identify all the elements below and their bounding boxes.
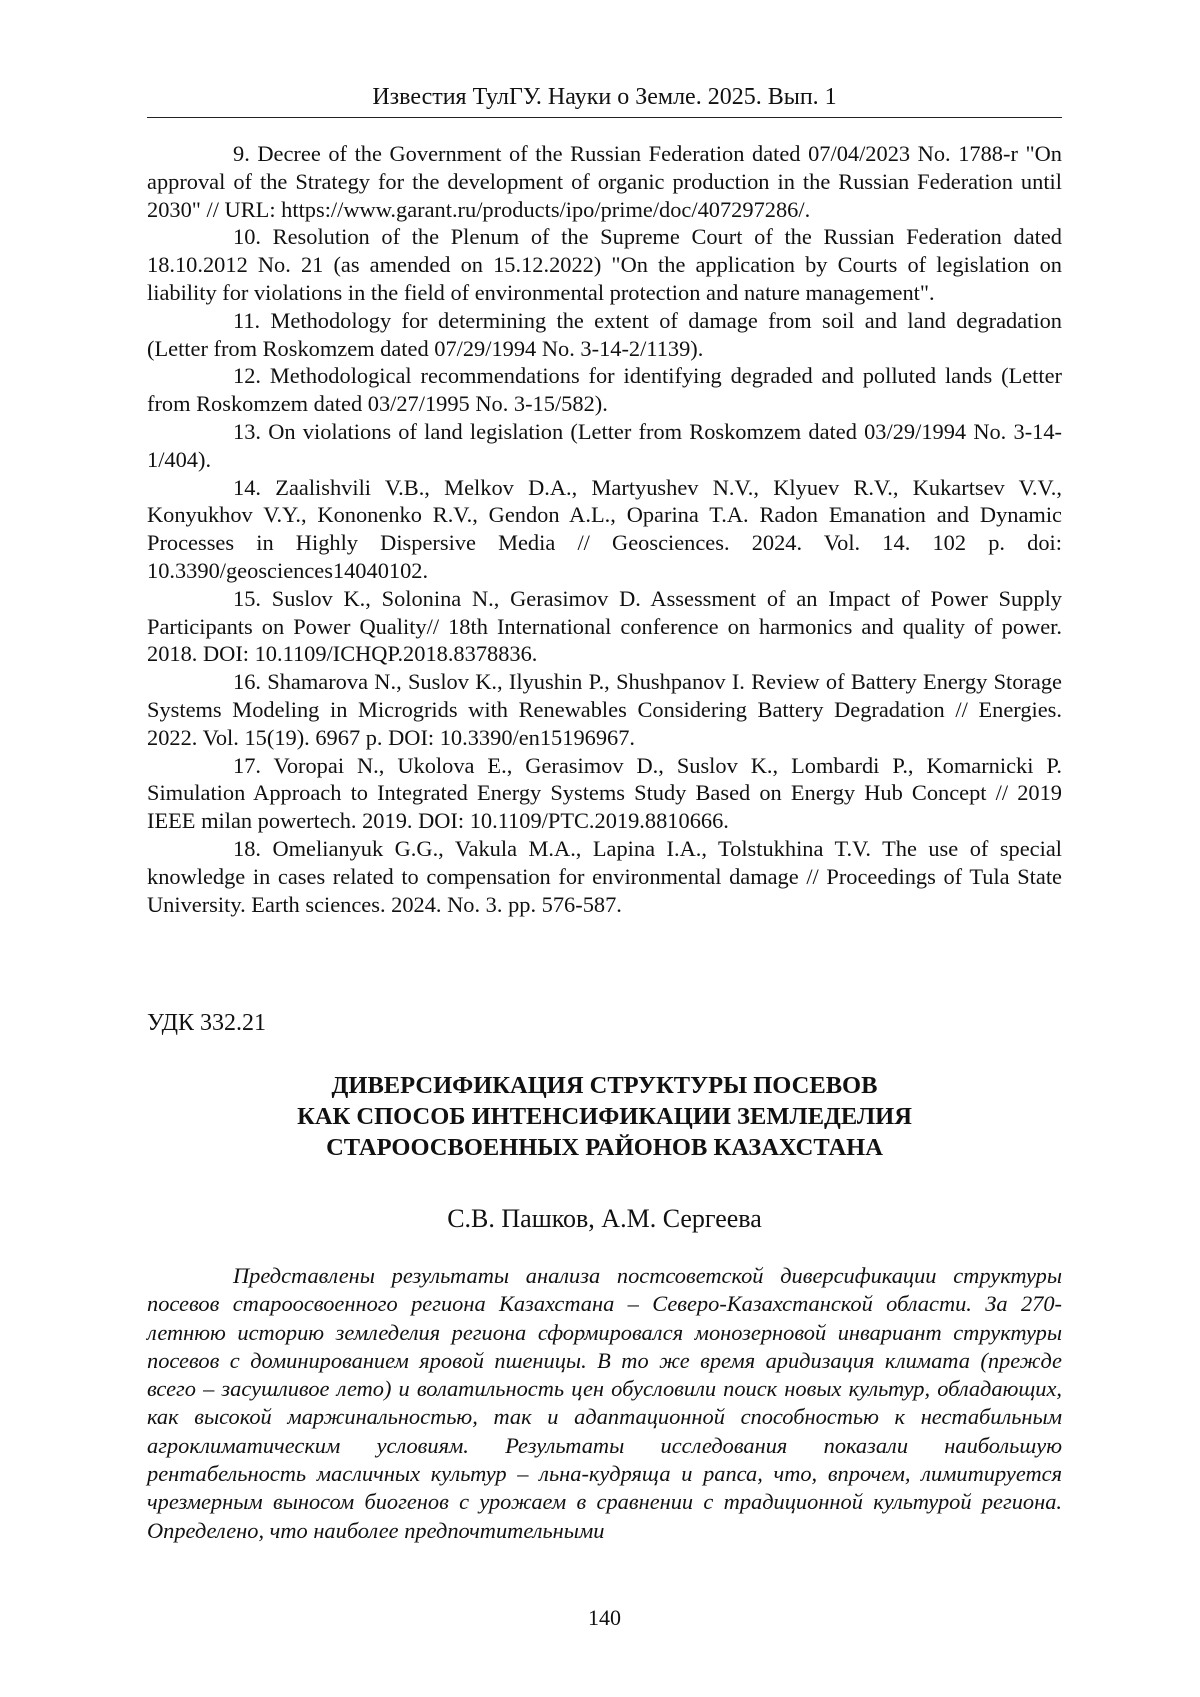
header-rule bbox=[147, 117, 1062, 118]
reference-item: 15. Suslov K., Solonina N., Gerasimov D. Assessment of an Impact of Power Supply Participants on Power Quality// 18th International conference on harmonics and quality of power. 2018. DOI: 10.1109/ICHQP.2018.8378836. bbox=[147, 585, 1062, 667]
article-title-line: КАК СПОСОБ ИНТЕНСИФИКАЦИИ ЗЕМЛЕДЕЛИЯ bbox=[297, 1103, 912, 1130]
article-title bbox=[147, 1070, 1062, 1163]
article-title-line: СТАРООСВОЕННЫХ РАЙОНОВ КАЗАХСТАНА bbox=[326, 1134, 883, 1161]
reference-item: 14. Zaalishvili V.B., Melkov D.A., Martyushev N.V., Klyuev R.V., Kukartsev V.V., Konyukhov V.Y., Kononenko R.V., Gendon A.L., Oparina T.A. Radon Emanation and Dynamic Processes in Highly Dispersive Media // Geosciences. 2024. Vol. 14. 102 p. doi: 10.3390/geosciences14040102. bbox=[147, 474, 1062, 583]
reference-list bbox=[147, 140, 1062, 918]
article-authors: С.В. Пашков, А.М. Сергеева bbox=[447, 1204, 762, 1233]
reference-item: 13. On violations of land legislation (Letter from Roskomzem dated 03/29/1994 No. 3-14-1/404). bbox=[147, 418, 1062, 472]
article-title-line: ДИВЕРСИФИКАЦИЯ СТРУКТУРЫ ПОСЕВОВ bbox=[331, 1072, 878, 1099]
reference-item: 18. Omelianyuk G.G., Vakula M.A., Lapina I.A., Tolstukhina T.V. The use of special knowledge in cases related to compensation for environmental damage // Proceedings of Tula State University. Earth sciences. 2024. No. 3. pp. 576-587. bbox=[147, 835, 1062, 917]
running-header: Известия ТулГУ. Науки о Земле. 2025. Вып. 1 bbox=[372, 84, 837, 110]
reference-item: 11. Methodology for determining the extent of damage from soil and land degradation (Letter from Roskomzem dated 07/29/1994 No. 3-14-2/1139). bbox=[147, 307, 1062, 361]
reference-item: 16. Shamarova N., Suslov K., Ilyushin P., Shushpanov I. Review of Battery Energy Storage Systems Modeling in Microgrids with Renewables Considering Battery Degradation // Energies. 2022. Vol. 15(19). 6967 p. DOI: 10.3390/en15196967. bbox=[147, 669, 1062, 750]
page-number: 140 bbox=[588, 1605, 621, 1630]
article-abstract: Представлены результаты анализа постсоветской диверсификации структуры посевов староосвоенного региона Казахстана – Северо-Казахстанской области. За 270-летнюю историю земледелия региона сформировался монозерновой инвариант структуры посевов с доминированием яровой пшеницы. В то же время аридизация климата (прежде всего – засушливое лето) и волатильность цен обусловили поиск новых культур, обладающих, как высокой маржинальностью, так и адаптационной способностью к нестабильным агроклиматическим условиям. Результаты исследования показали наибольшую рентабельность масличных культур – льна-кудряща и рапса, что, впрочем, лимитируется чрезмерным выносом биогенов с урожаем в сравнении с традиционной культурой региона. Определено, что наиболее предпочтительными bbox=[147, 1263, 1062, 1543]
reference-item: 9. Decree of the Government of the Russian Federation dated 07/04/2023 No. 1788-r "On approval of the Strategy for the development of organic production in the Russian Federation until 2030" // URL: https://www.garant.ru/products/ipo/prime/doc/407297286/. bbox=[147, 141, 1062, 222]
udk-code: УДК 332.21 bbox=[147, 1010, 266, 1036]
reference-item: 17. Voropai N., Ukolova E., Gerasimov D., Suslov K., Lombardi P., Komarnicki P. Simulation Approach to Integrated Energy Systems Study Based on Energy Hub Concept // 2019 IEEE milan powertech. 2019. DOI: 10.1109/PTC.2019.8810666. bbox=[147, 752, 1062, 834]
reference-item: 10. Resolution of the Plenum of the Supreme Court of the Russian Federation dated 18.10.2012 No. 21 (as amended on 15.12.2022) "On the application by Courts of legislation on liability for violations in the field of environmental protection and nature management". bbox=[147, 224, 1062, 305]
reference-item: 12. Methodological recommendations for identifying degraded and polluted lands (Letter from Roskomzem dated 03/27/1995 No. 3-15/582). bbox=[147, 363, 1062, 417]
